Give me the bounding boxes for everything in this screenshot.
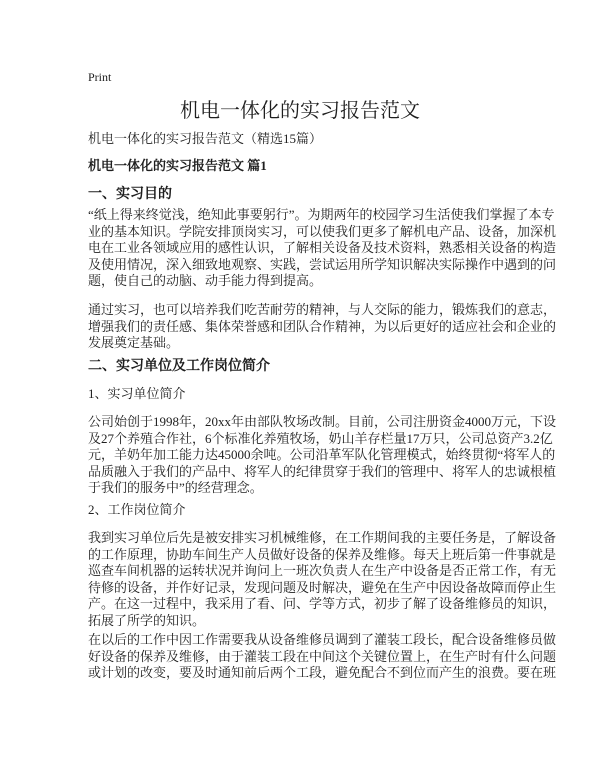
text-line: 在以后的工作中因工作需要我从设备维修员调到了灌装工段长，配合设备维修员做 <box>88 632 557 647</box>
print-label: Print <box>88 70 112 84</box>
text-line: 我到实习单位后先是被安排实习机械维修，在工作期间我的主要任务是，了解设备 <box>88 530 557 545</box>
text-line: 的工作原理，协助车间生产人员做好设备的保养及维修。每天上班后第一件事就是 <box>88 546 557 562</box>
page-title: 机电一体化的实习报告范文 <box>180 98 420 122</box>
text-line: 产。在这一过程中，我采用了看、问、学等方式，初步了解了设备维修员的知识， <box>88 596 557 611</box>
section1-heading: 一、实习目的 <box>88 187 172 202</box>
paragraph-2 <box>88 302 557 352</box>
paragraph-5 <box>88 632 557 682</box>
subtitle: 机电一体化的实习报告范文（精选15篇） <box>88 131 323 146</box>
text-line: 发展奠定基础。 <box>88 335 180 350</box>
text-line: 题，使自己的动脑、动手能力得到提高。 <box>88 273 323 288</box>
paragraph-4 <box>88 530 557 629</box>
text-line: 拓展了所学的知识。 <box>88 612 206 628</box>
text-line: 好设备的保养及维修，由于灌装工段在中间这个关键位置上，在生产时有什么问题 <box>88 648 557 664</box>
paragraph-3 <box>88 414 557 497</box>
subsection1-heading: 1、实习单位简介 <box>88 386 186 401</box>
section2-heading: 二、实习单位及工作岗位简介 <box>88 359 270 374</box>
text-line: 及27个养殖合作社，6个标准化养殖牧场，奶山羊存栏量17万只，公司总资产3.2亿 <box>88 430 553 446</box>
subsection2-heading: 2、工作岗位简介 <box>88 502 186 517</box>
text-line: 元，羊奶年加工能力达45000余吨。公司沿革军队化管理模式，始终贯彻“将军人的 <box>88 447 556 462</box>
text-line: “纸上得来终觉浅，绝知此事要躬行”。为期两年的校园学习生活使我们掌握了本专 <box>88 207 555 222</box>
text-line: 于我们的服务中”的经营理念。 <box>88 480 263 495</box>
article-heading: 机电一体化的实习报告范文 篇1 <box>88 158 267 173</box>
text-line: 待修的设备，并作好记录，发现问题及时解决，避免在生产中因设备故障而停止生 <box>88 579 557 595</box>
text-line: 品质融入于我们的产品中、将军人的纪律贯穿于我们的管理中、将军人的忠诚根植 <box>88 463 557 479</box>
text-line: 电在工业各领域应用的感性认识，了解相关设备及技术资料，熟悉相关设备的构造 <box>88 240 557 255</box>
paragraph-1 <box>88 207 557 290</box>
text-line: 或计划的改变，要及时通知前后两个工段，避免配合不到位而产生的浪费。要在班 <box>88 665 557 680</box>
text-line: 巡查车间机器的运转状况并询问上一班次负责人在生产中设备是否正常工作，有无 <box>88 563 557 578</box>
text-line: 业的基本知识。学院安排顶岗实习，可以使我们更多了解机电产品、设备，加深机 <box>88 223 557 239</box>
text-line: 通过实习，也可以培养我们吃苦耐劳的精神，与人交际的能力，锻炼我们的意志， <box>88 302 557 317</box>
text-line: 公司始创于1998年，20xx年由部队牧场改制。目前，公司注册资金4000万元，下设 <box>88 414 557 429</box>
text-line: 增强我们的责任感、集体荣誉感和团队合作精神，为以后更好的适应社会和企业的 <box>88 318 557 334</box>
text-line: 及使用情况，深入细致地观察、实践，尝试运用所学知识解决实际操作中遇到的问 <box>88 256 557 272</box>
